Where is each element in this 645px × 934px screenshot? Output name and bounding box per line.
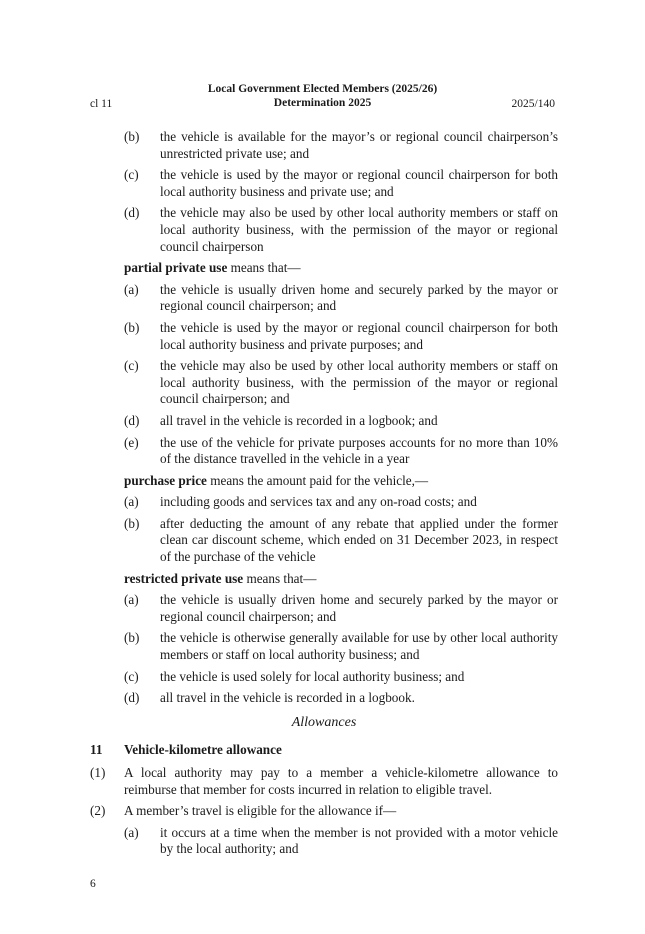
definition-term: restricted private use (124, 570, 244, 586)
definition-term: partial private use (124, 260, 228, 276)
item-text: the vehicle is usually driven home and securely parked by the mayor or regional council chairperson; and (160, 592, 558, 624)
item-text: the vehicle may also be used by other local authority members or staff on local authority business, with the permission of the mayor or regional council chairperson; and (160, 358, 558, 407)
subsection-text: A member’s travel is eligible for the allowance if— (124, 803, 397, 819)
list-item (90, 358, 558, 408)
section-heading (90, 742, 558, 759)
list-item (90, 167, 558, 200)
subsection (90, 765, 558, 798)
definition-lead: means the amount paid for the vehicle,— (206, 472, 429, 488)
item-label: (c) (124, 358, 139, 374)
definition-term: purchase price (124, 472, 207, 488)
item-label: (a) (124, 592, 139, 608)
subsection (90, 803, 558, 820)
list-item (90, 630, 558, 663)
item-label: (d) (124, 690, 140, 706)
definition-lead: means that— (227, 260, 301, 276)
list-item (90, 320, 558, 353)
list-item (90, 669, 558, 686)
subsection-label: (2) (90, 803, 106, 819)
item-label: (d) (124, 412, 140, 428)
item-label: (e) (124, 434, 139, 450)
list-item (90, 516, 558, 566)
item-label: (b) (124, 515, 140, 531)
definition-lead: means that— (243, 570, 317, 586)
page-number: 6 (90, 878, 96, 890)
item-text: the vehicle is available for the mayor’s or regional council chairperson’s unrestricted private use; and (160, 129, 558, 161)
list-item (90, 435, 558, 468)
item-text: it occurs at a time when the member is not provided with a motor vehicle by the local authority; and (160, 824, 558, 857)
item-label: (b) (124, 319, 140, 335)
item-text: the use of the vehicle for private purposes accounts for no more than 10% of the distance travelled in the vehicle in a year (160, 434, 558, 467)
item-text: the vehicle is otherwise generally available for use by other local authority members or staff on local authority business; and (160, 630, 558, 663)
section-title: Vehicle-kilometre allowance (124, 742, 282, 758)
item-text: the vehicle is used solely for local authority business; and (160, 668, 465, 684)
item-label: (c) (124, 668, 139, 684)
definition-restricted-private-use (90, 571, 558, 588)
item-label: (a) (124, 281, 139, 297)
item-text: all travel in the vehicle is recorded in a logbook; and (160, 412, 438, 428)
item-label: (a) (124, 494, 139, 510)
list-item (90, 494, 558, 511)
list-item (90, 282, 558, 315)
subsection-text: A local authority may pay to a member a vehicle-kilometre allowance to reimburse that member for costs incurred in relation to eligible travel. (124, 765, 558, 797)
subsection-label: (1) (90, 765, 106, 780)
section-number: 11 (90, 742, 103, 758)
clause-reference: cl 11 (90, 98, 113, 110)
page-header (0, 82, 645, 112)
definition-partial-private-use (90, 260, 558, 277)
item-text: including goods and services tax and any on-road costs; and (160, 494, 477, 510)
list-item (90, 690, 558, 707)
part-heading: Allowances (291, 714, 357, 730)
item-label: (b) (124, 129, 140, 144)
list-item (90, 205, 558, 255)
document-number: 2025/140 (511, 98, 555, 110)
item-label: (a) (124, 824, 139, 840)
item-label: (c) (124, 167, 139, 183)
item-text: the vehicle is usually driven home and securely parked by the mayor or regional council chairperson; and (160, 281, 558, 314)
item-label: (d) (124, 205, 140, 221)
list-item (90, 413, 558, 430)
page-body (90, 129, 558, 863)
document-title-line1: Local Government Elected Members (2025/26) (207, 83, 438, 95)
item-text: the vehicle is used by the mayor or regional council chairperson for both local authority business and private use; and (160, 167, 558, 199)
item-label: (b) (124, 630, 140, 646)
definition-purchase-price (90, 473, 558, 490)
list-item (90, 592, 558, 625)
item-text: after deducting the amount of any rebate that applied under the former clean car discount scheme, which ended on 31 December 2023, in respect of the purchase of the vehicle (160, 515, 558, 565)
document-title-line2: Determination 2025 (273, 97, 372, 109)
list-item (90, 825, 558, 858)
list-item (90, 129, 558, 162)
item-text: the vehicle is used by the mayor or regional council chairperson for both local authority business and private purposes; and (160, 319, 558, 352)
item-text: the vehicle may also be used by other local authority members or staff on local authority business, with the permission of the mayor or regional council chairperson (160, 205, 558, 254)
item-text: all travel in the vehicle is recorded in a logbook. (160, 690, 415, 706)
